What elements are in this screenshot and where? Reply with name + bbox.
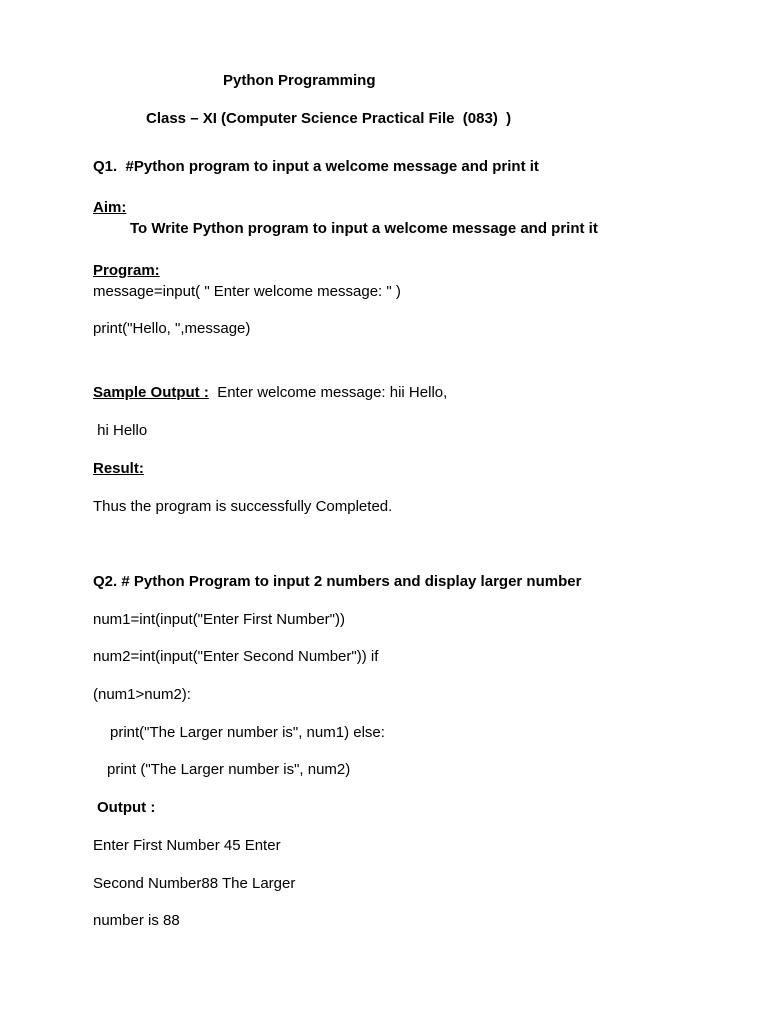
q1-code-line: message=input( " Enter welcome message: " ) xyxy=(93,283,401,300)
q1-aim-label: Aim: xyxy=(93,199,127,216)
q1-aim-text: To Write Python program to input a welcome message and print it xyxy=(130,220,598,237)
q1-sample-output-label: Sample Output : xyxy=(93,384,209,401)
q1-sample-output xyxy=(93,384,447,402)
q1-program-label: Program: xyxy=(93,262,160,279)
q1-result-label: Result: xyxy=(93,460,144,477)
q2-code-line: (num1>num2): xyxy=(93,686,191,703)
q2-code-line: num1=int(input("Enter First Number")) xyxy=(93,611,345,628)
document-subtitle: Class – XI (Computer Science Practical File (083) ) xyxy=(146,110,512,127)
q2-output-line: number is 88 xyxy=(93,912,180,929)
document-title: Python Programming xyxy=(223,72,376,89)
q1-sample-output-cont: hi Hello xyxy=(93,422,148,439)
q1-sample-output-text: Enter welcome message: hii Hello, xyxy=(217,384,448,401)
q2-heading: Q2. # Python Program to input 2 numbers and display larger number xyxy=(93,573,582,590)
q2-code-line: print ("The Larger number is", num2) xyxy=(107,761,351,778)
q1-result-text: Thus the program is successfully Completed. xyxy=(93,498,393,515)
q2-code-line: num2=int(input("Enter Second Number")) if xyxy=(93,648,379,665)
q2-code-line: print("The Larger number is", num1) else: xyxy=(110,724,385,741)
q1-code-line: print("Hello, ",message) xyxy=(93,320,251,337)
q2-output-line: Enter First Number 45 Enter xyxy=(93,837,281,854)
q1-heading: Q1. #Python program to input a welcome message and print it xyxy=(93,158,539,175)
q2-output-line: Second Number88 The Larger xyxy=(93,875,296,892)
q2-output-label: Output : xyxy=(97,799,156,816)
